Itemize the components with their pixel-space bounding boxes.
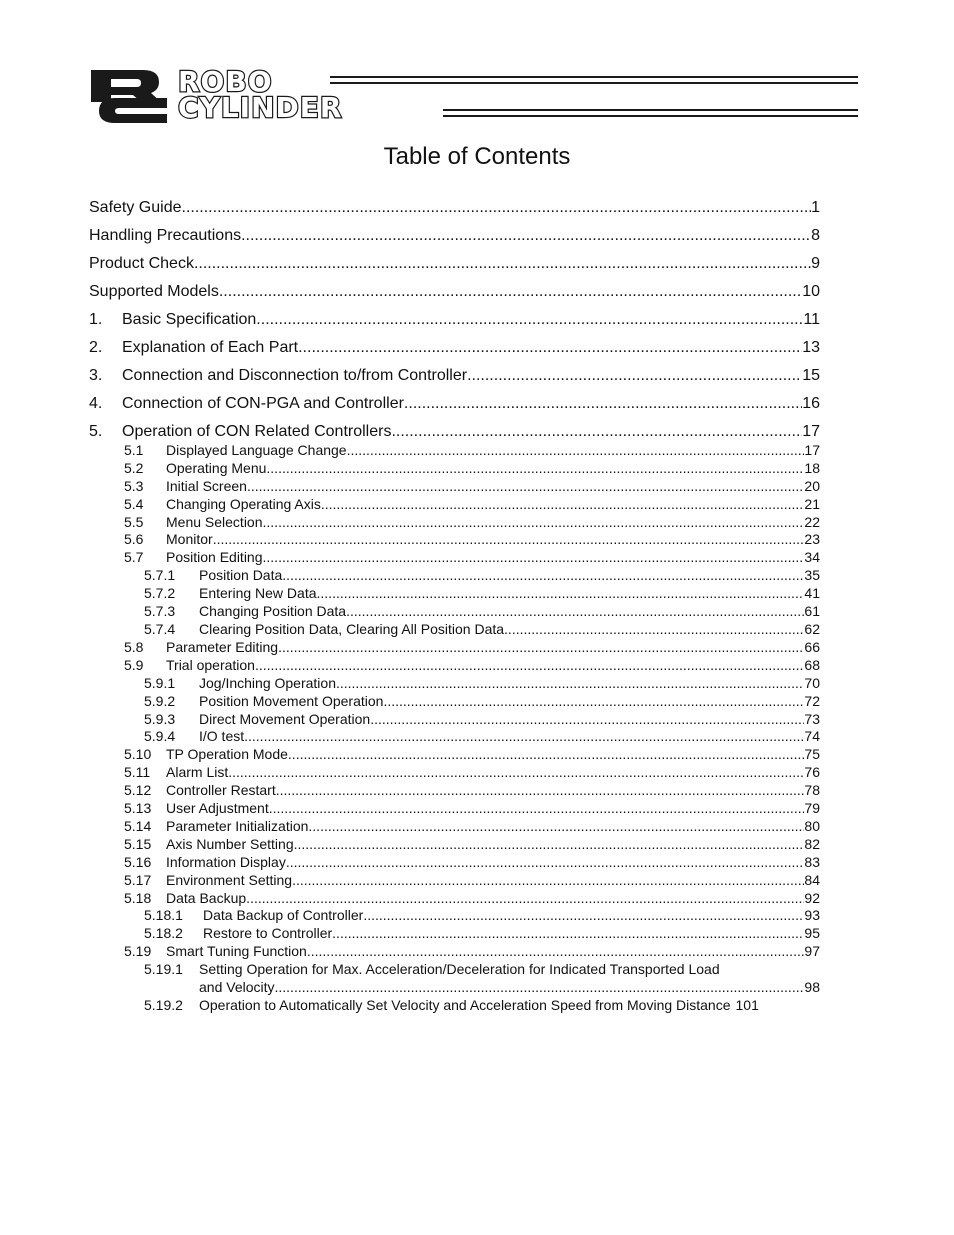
toc-entry-5-15[interactable] bbox=[124, 835, 820, 853]
dot-leader bbox=[308, 817, 804, 835]
dot-leader bbox=[383, 692, 804, 710]
toc-entry-text: Data Backup bbox=[166, 890, 247, 906]
dot-leader bbox=[504, 620, 804, 638]
toc-entry-number: 4. bbox=[89, 395, 103, 412]
toc-entry-text: I/O test bbox=[199, 728, 245, 744]
toc-entry-number: 5.9.2 bbox=[144, 693, 176, 709]
dot-leader bbox=[194, 254, 811, 274]
dot-leader bbox=[263, 548, 805, 566]
dot-leader bbox=[307, 942, 805, 960]
toc-entry-5-7-1[interactable] bbox=[144, 566, 820, 584]
logo-wordmark-robo: ROBO bbox=[178, 65, 273, 98]
dot-leader bbox=[467, 366, 802, 386]
toc-entry-page: 93 bbox=[804, 907, 820, 923]
toc-entry-text: Position Editing bbox=[166, 549, 263, 565]
toc-entry-chapter-2[interactable] bbox=[89, 338, 820, 358]
toc-entry-page: 1 bbox=[811, 199, 820, 216]
toc-entry-number: 5.3 bbox=[124, 478, 144, 494]
toc-entry-text: Clearing Position Data, Clearing All Position Data bbox=[199, 621, 505, 637]
toc-entry-text: User Adjustment bbox=[166, 800, 269, 816]
toc-entry-number: 5.7 bbox=[124, 549, 144, 565]
toc-entry-page: 83 bbox=[804, 854, 820, 870]
toc-entry-text: Operating Menu bbox=[166, 460, 267, 476]
toc-entry-text: Position Data bbox=[199, 567, 283, 583]
dot-leader bbox=[336, 674, 804, 692]
toc-entry-5-7-4[interactable] bbox=[144, 620, 820, 638]
toc-entry-text: Smart Tuning Function bbox=[166, 943, 307, 959]
toc-entry-5-9[interactable] bbox=[124, 656, 820, 674]
dot-leader bbox=[246, 889, 804, 907]
toc-entry-text: Explanation of Each Part bbox=[122, 339, 299, 356]
toc-entry-page: 72 bbox=[804, 693, 820, 709]
toc-entry-5-9-2[interactable] bbox=[144, 692, 820, 710]
toc-entry-number: 5.9.4 bbox=[144, 728, 176, 744]
logo-wordmark-cylinder: CYLINDER bbox=[178, 91, 343, 124]
dot-leader bbox=[275, 978, 805, 996]
dot-leader bbox=[276, 781, 805, 799]
toc-entry-number: 1. bbox=[89, 311, 103, 328]
toc-entry-text: Supported Models bbox=[89, 283, 219, 300]
toc-entry-text: Operation to Automatically Set Velocity and Acceleration Speed from Moving Distance bbox=[199, 997, 731, 1013]
toc-entry-number: 5.17 bbox=[124, 872, 152, 888]
toc-entry-text: Information Display bbox=[166, 854, 286, 870]
toc-entry-5-16[interactable] bbox=[124, 853, 820, 871]
toc-entry-page: 78 bbox=[804, 782, 820, 798]
dot-leader bbox=[317, 584, 805, 602]
toc-entry-5-7-3[interactable] bbox=[144, 602, 820, 620]
dot-leader bbox=[321, 495, 805, 513]
toc-entry-page: 20 bbox=[804, 478, 820, 494]
toc-entry-5-1[interactable] bbox=[124, 441, 820, 459]
dot-leader bbox=[286, 853, 805, 871]
toc-entry-page: 9 bbox=[811, 255, 820, 272]
toc-entry-text: Data Backup of Controller bbox=[203, 907, 364, 923]
dot-leader bbox=[292, 871, 804, 889]
dot-leader bbox=[370, 710, 804, 728]
toc-entry-5-6[interactable] bbox=[124, 530, 820, 548]
toc-entry-text: Operation of CON Related Controllers bbox=[122, 423, 392, 440]
toc-entry-chapter-3[interactable] bbox=[89, 366, 820, 386]
dot-leader bbox=[244, 727, 804, 745]
dot-leader bbox=[278, 638, 804, 656]
dot-leader bbox=[391, 422, 802, 442]
dot-leader bbox=[346, 602, 804, 620]
toc-entry-5-9-3[interactable] bbox=[144, 710, 820, 728]
toc-entry-text: Axis Number Setting bbox=[166, 836, 294, 852]
toc-entry-product-check[interactable] bbox=[89, 254, 820, 274]
toc-entry-number: 5.2 bbox=[124, 460, 144, 476]
toc-entry-5-19[interactable] bbox=[124, 942, 820, 960]
toc-entry-number: 5.7.4 bbox=[144, 621, 176, 637]
toc-entry-number: 5.1 bbox=[124, 442, 144, 458]
toc-entry-page: 21 bbox=[804, 496, 820, 512]
toc-entry-text: and Velocity bbox=[199, 979, 275, 995]
toc-entry-number: 5.9.3 bbox=[144, 711, 176, 727]
toc-entry-page: 17 bbox=[802, 423, 820, 440]
toc-entry-number: 5.7.1 bbox=[144, 567, 176, 583]
toc-entry-text: Position Movement Operation bbox=[199, 693, 384, 709]
dot-leader bbox=[263, 513, 805, 531]
dot-leader bbox=[363, 906, 804, 924]
toc-entry-text: Parameter Editing bbox=[166, 639, 279, 655]
toc-entry-5-9-1[interactable] bbox=[144, 674, 820, 692]
toc-entry-page: 101 bbox=[735, 997, 759, 1013]
dot-leader bbox=[213, 530, 805, 548]
toc-entry-text: Environment Setting bbox=[166, 872, 293, 888]
toc-entry-number: 5. bbox=[89, 423, 103, 440]
toc-entry-supported-models[interactable] bbox=[89, 282, 820, 302]
dot-leader bbox=[182, 198, 812, 218]
toc-entry-5-7[interactable] bbox=[124, 548, 820, 566]
toc-entry-page: 74 bbox=[804, 728, 820, 744]
toc-entry-page: 61 bbox=[804, 603, 820, 619]
dot-leader bbox=[298, 338, 802, 358]
rc-logo-icon bbox=[89, 68, 171, 124]
header-rule-top bbox=[330, 76, 858, 84]
toc-entry-text: Connection of CON-PGA and Controller bbox=[122, 395, 404, 412]
toc-entry-text: Controller Restart bbox=[166, 782, 276, 798]
toc-entry-number: 5.18.1 bbox=[144, 907, 183, 923]
toc-entry-page: 15 bbox=[802, 367, 820, 384]
toc-entry-5-8[interactable] bbox=[124, 638, 820, 656]
toc-entry-text: Initial Screen bbox=[166, 478, 247, 494]
toc-entry-text: Handling Precautions bbox=[89, 227, 242, 244]
toc-entry-5-14[interactable] bbox=[124, 817, 820, 835]
toc-entry-number: 5.18.2 bbox=[144, 925, 183, 941]
toc-entry-5-19-1-continued[interactable] bbox=[199, 978, 820, 996]
toc-entry-chapter-1[interactable] bbox=[89, 310, 820, 330]
dot-leader bbox=[269, 799, 805, 817]
toc-entry-text: Monitor bbox=[166, 531, 213, 547]
dot-leader bbox=[241, 226, 811, 246]
toc-entry-page: 75 bbox=[804, 746, 820, 762]
toc-entry-number: 5.18 bbox=[124, 890, 152, 906]
dot-leader bbox=[256, 310, 803, 330]
toc-entry-5-18[interactable] bbox=[124, 889, 820, 907]
toc-entry-number: 5.8 bbox=[124, 639, 144, 655]
toc-entry-number: 5.7.2 bbox=[144, 585, 176, 601]
toc-entry-5-9-4[interactable] bbox=[144, 727, 820, 745]
dot-leader bbox=[219, 282, 802, 302]
toc-entry-5-7-2[interactable] bbox=[144, 584, 820, 602]
toc-entry-text: TP Operation Mode bbox=[166, 746, 288, 762]
toc-entry-text: Displayed Language Change bbox=[166, 442, 347, 458]
toc-entry-text: Jog/Inching Operation bbox=[199, 675, 336, 691]
toc-entry-text: Changing Operating Axis bbox=[166, 496, 321, 512]
toc-entry-page: 35 bbox=[804, 567, 820, 583]
toc-entry-page: 17 bbox=[804, 442, 820, 458]
toc-entry-number: 5.19.1 bbox=[144, 961, 183, 977]
toc-entry-number: 5.12 bbox=[124, 782, 152, 798]
toc-entry-number: 5.19 bbox=[124, 943, 152, 959]
toc-entry-5-5[interactable] bbox=[124, 513, 820, 531]
toc-entry-number: 5.13 bbox=[124, 800, 152, 816]
toc-entry-page: 8 bbox=[811, 227, 820, 244]
page-title: Table of Contents bbox=[383, 143, 571, 170]
dot-leader bbox=[228, 763, 804, 781]
toc-entry-page: 98 bbox=[804, 979, 820, 995]
toc-entry-5-3[interactable] bbox=[124, 477, 820, 495]
toc-entry-page: 16 bbox=[802, 395, 820, 412]
toc-entry-5-18-2[interactable] bbox=[144, 924, 820, 942]
toc-entry-text: Changing Position Data bbox=[199, 603, 347, 619]
toc-entry-page: 79 bbox=[804, 800, 820, 816]
dot-leader bbox=[266, 459, 804, 477]
toc-entry-number: 5.11 bbox=[124, 764, 151, 780]
toc-entry-5-2[interactable] bbox=[124, 459, 820, 477]
dot-leader bbox=[255, 656, 804, 674]
toc-entry-text: Entering New Data bbox=[199, 585, 317, 601]
toc-entry-page: 76 bbox=[804, 764, 820, 780]
toc-entry-page: 66 bbox=[804, 639, 820, 655]
toc-entry-text: Alarm List bbox=[166, 764, 229, 780]
toc-entry-safety-guide[interactable] bbox=[89, 198, 820, 218]
dot-leader bbox=[404, 394, 802, 414]
toc-entry-5-10[interactable] bbox=[124, 745, 820, 763]
toc-entry-page: 84 bbox=[804, 872, 820, 888]
toc-entry-5-4[interactable] bbox=[124, 495, 820, 513]
toc-entry-page: 73 bbox=[804, 711, 820, 727]
toc-entry-chapter-5[interactable] bbox=[89, 422, 820, 442]
toc-entry-text: Menu Selection bbox=[166, 514, 263, 530]
toc-entry-page: 22 bbox=[804, 514, 820, 530]
toc-entry-number: 5.5 bbox=[124, 514, 144, 530]
toc-entry-number: 5.15 bbox=[124, 836, 152, 852]
toc-entry-number: 5.7.3 bbox=[144, 603, 176, 619]
toc-entry-number: 5.4 bbox=[124, 496, 144, 512]
toc-entry-page: 34 bbox=[804, 549, 820, 565]
header-rule-bottom bbox=[443, 109, 858, 117]
toc-entry-number: 5.14 bbox=[124, 818, 152, 834]
dot-leader bbox=[282, 566, 804, 584]
toc-entry-5-12[interactable] bbox=[124, 781, 820, 799]
toc-entry-page: 13 bbox=[802, 339, 820, 356]
toc-entry-number: 5.6 bbox=[124, 531, 144, 547]
toc-entry-handling-precautions[interactable] bbox=[89, 226, 820, 246]
dot-leader bbox=[247, 477, 804, 495]
toc-entry-number: 5.16 bbox=[124, 854, 152, 870]
toc-entry-page: 23 bbox=[804, 531, 820, 547]
toc-entry-page: 97 bbox=[804, 943, 820, 959]
toc-entry-5-17[interactable] bbox=[124, 871, 820, 889]
toc-entry-page: 10 bbox=[802, 283, 820, 300]
toc-entry-5-13[interactable] bbox=[124, 799, 820, 817]
toc-entry-page: 92 bbox=[804, 890, 820, 906]
toc-entry-text: Product Check bbox=[89, 255, 194, 272]
toc-entry-page: 70 bbox=[804, 675, 820, 691]
toc-entry-5-18-1[interactable] bbox=[144, 906, 820, 924]
toc-entry-text: Direct Movement Operation bbox=[199, 711, 371, 727]
toc-entry-text: Basic Specification bbox=[122, 311, 257, 328]
dot-leader bbox=[288, 745, 805, 763]
dot-leader bbox=[294, 835, 805, 853]
toc-entry-5-19-2[interactable] bbox=[144, 996, 820, 1014]
toc-entry-number: 5.9 bbox=[124, 657, 144, 673]
toc-entry-chapter-4[interactable] bbox=[89, 394, 820, 414]
toc-entry-page: 68 bbox=[804, 657, 820, 673]
dot-leader bbox=[347, 441, 805, 459]
toc-entry-text: Restore to Controller bbox=[203, 925, 333, 941]
toc-entry-text: Safety Guide bbox=[89, 199, 182, 216]
toc-entry-5-19-1[interactable] bbox=[144, 960, 820, 978]
toc-entry-page: 41 bbox=[804, 585, 820, 601]
toc-entry-number: 3. bbox=[89, 367, 103, 384]
toc-entry-text: Trial operation bbox=[166, 657, 255, 673]
toc-entry-page: 11 bbox=[803, 311, 820, 328]
toc-entry-page: 80 bbox=[804, 818, 820, 834]
toc-entry-page: 62 bbox=[804, 621, 820, 637]
toc-entry-number: 5.9.1 bbox=[144, 675, 176, 691]
toc-entry-page: 18 bbox=[804, 460, 820, 476]
toc-entry-number: 2. bbox=[89, 339, 103, 356]
toc-entry-text: Parameter Initialization bbox=[166, 818, 309, 834]
toc-entry-page: 95 bbox=[804, 925, 820, 941]
toc-entry-text: Setting Operation for Max. Acceleration/Deceleration for Indicated Transported Load bbox=[199, 961, 720, 977]
toc-entry-number: 5.19.2 bbox=[144, 997, 183, 1013]
toc-entry-number: 5.10 bbox=[124, 746, 152, 762]
toc-entry-page: 82 bbox=[804, 836, 820, 852]
toc-entry-5-11[interactable] bbox=[124, 763, 820, 781]
dot-leader bbox=[332, 924, 804, 942]
toc-entry-text: Connection and Disconnection to/from Controller bbox=[122, 367, 468, 384]
